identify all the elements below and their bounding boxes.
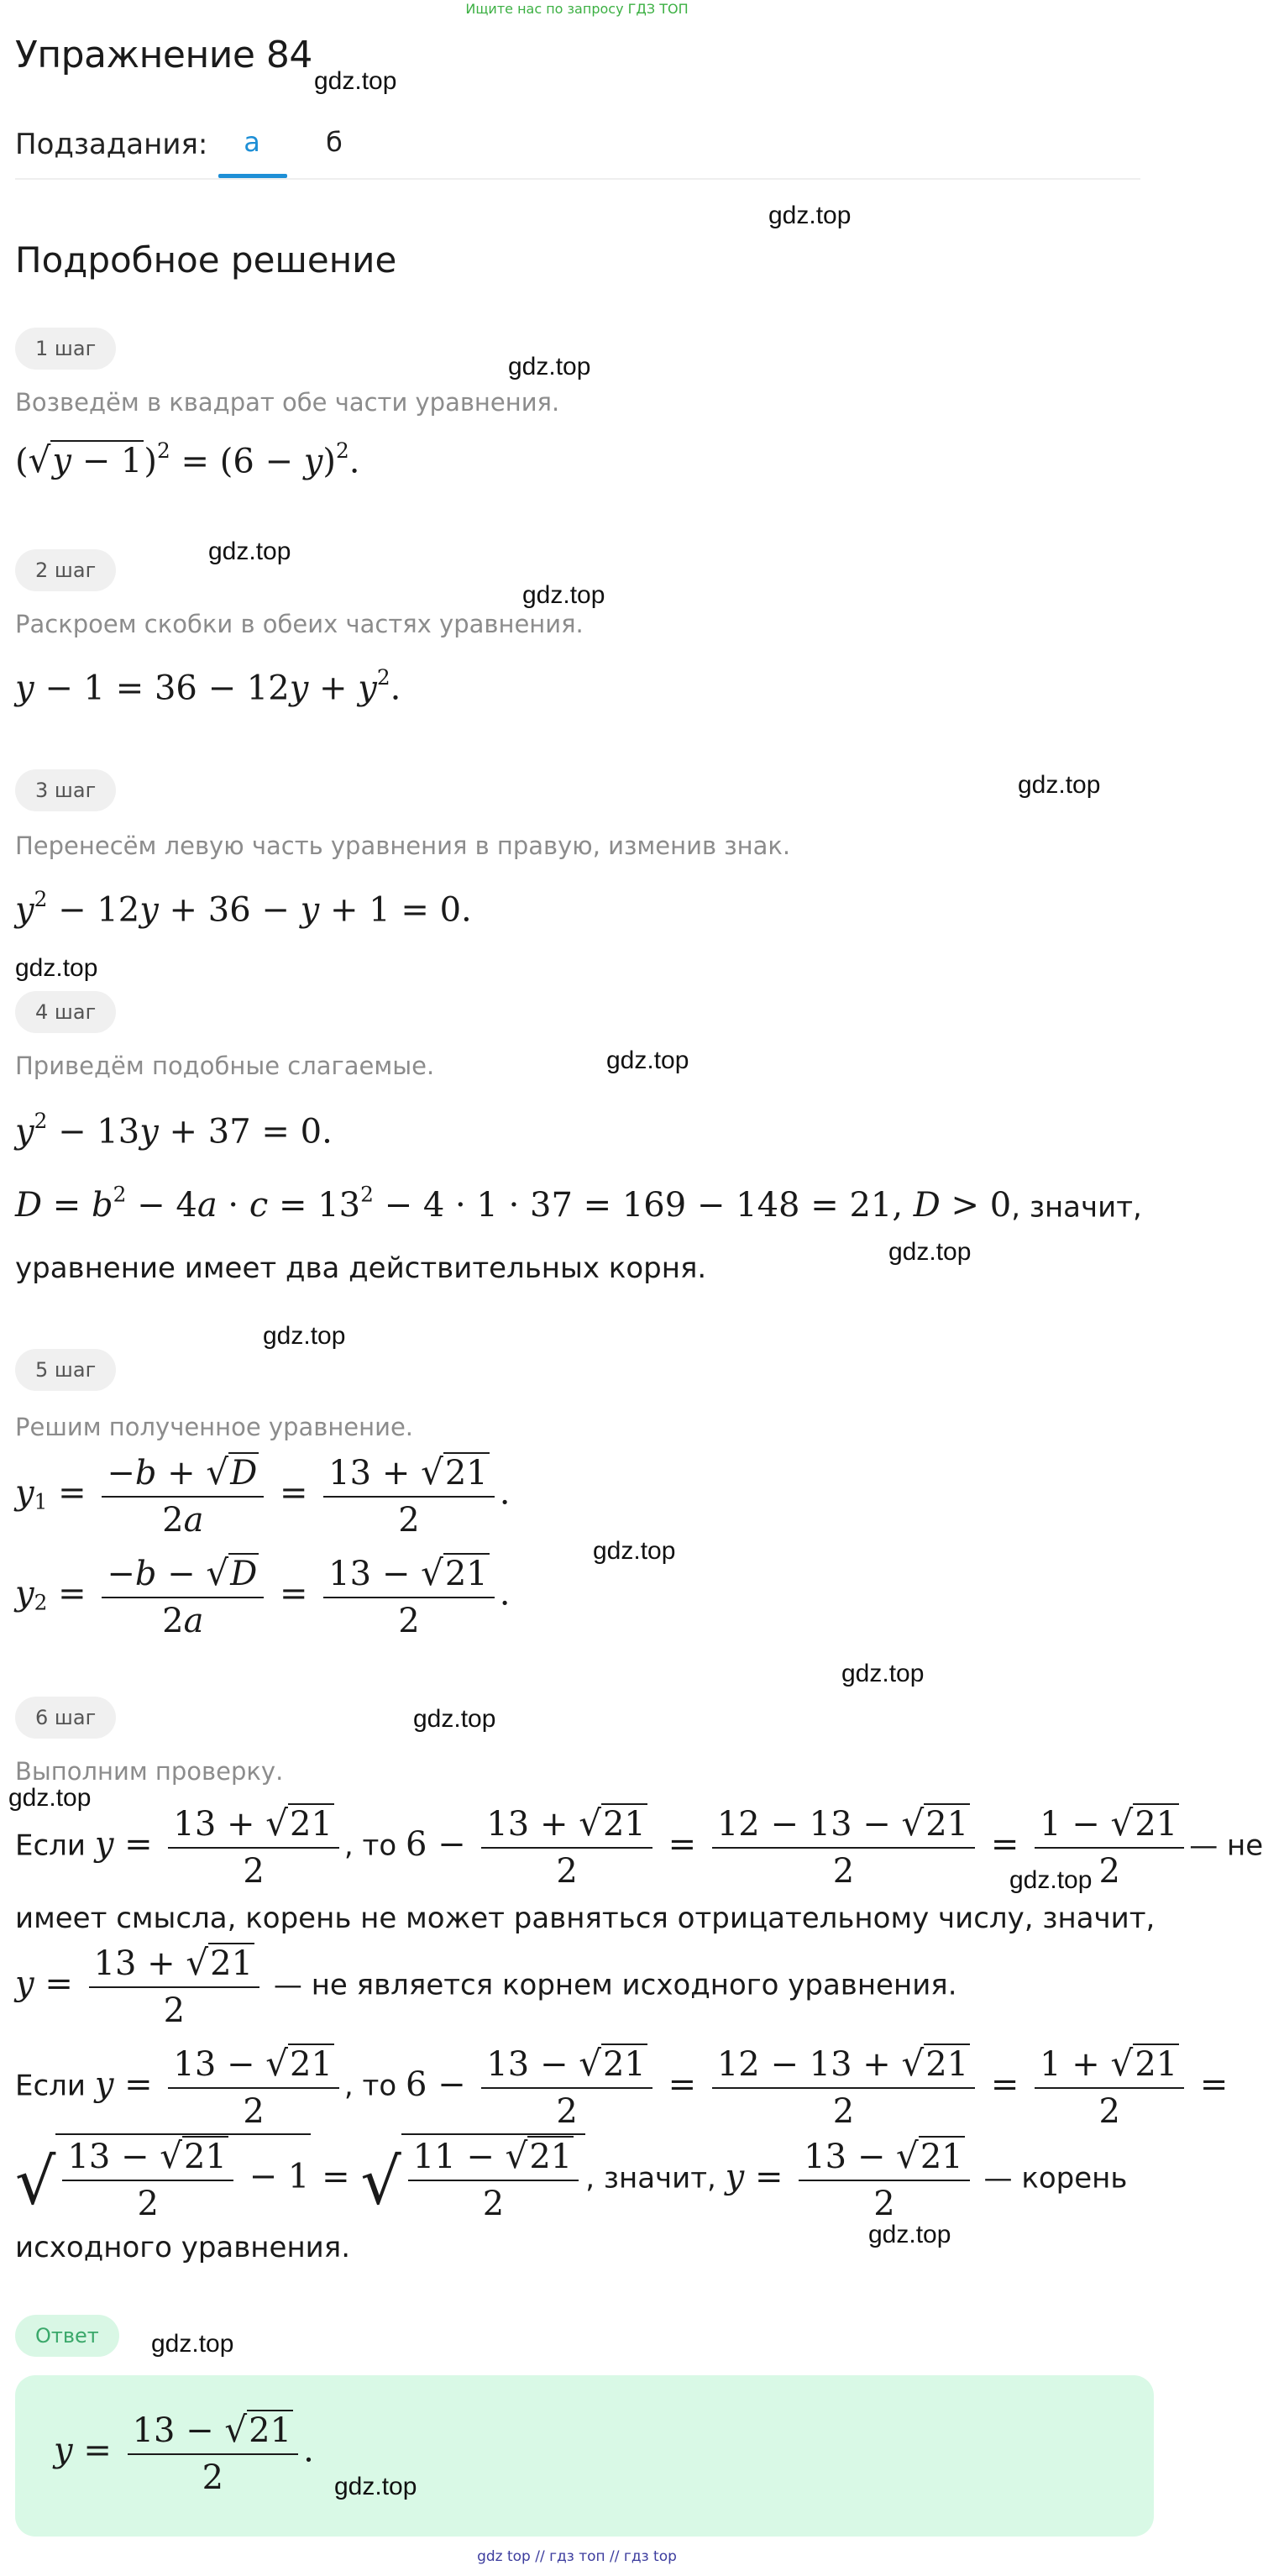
koren-text: — корень [983,2161,1128,2196]
step-3-text: Перенесём левую часть уравнения в правую, изменив знак. [15,832,791,860]
watermark: gdz.top [263,1322,346,1350]
esli-text: Если [15,1828,86,1863]
watermark: gdz.top [208,538,291,565]
not-root-line: y = $\frac{13 + √21}{2}$ — не является корнем исходного уравнения. [15,1942,957,2030]
step-3-equation: $y^2 - 12y + 36 - y + 1 = 0$. [15,887,472,930]
to-text: , то [343,2069,397,2103]
znachit-text: , значит, [1011,1190,1142,1225]
step-4-equation: $y^2 - 13y + 37 = 0$. [15,1109,333,1152]
to-text: , то [343,1828,397,1863]
ishodnogo-text: исходного уравнения. [15,2231,351,2264]
check-line-1: Если y = $\frac{13 + √21}{2}$ , то 6 − $\frac{13 + √21}{2}$ = $\frac{12 - 13 - √21}{2}$ = $\frac{1 - √21}{2}$ — не [15,1802,1263,1891]
answer-equation: y = $\frac{13 - √21}{2}$ . [54,2409,314,2497]
page-title: Упражнение 84 [15,34,312,76]
watermark: gdz.top [314,67,397,95]
watermark: gdz.top [841,1660,925,1687]
watermark: gdz.top [15,954,98,982]
root-y2-equation: $y_2$ = $\frac{-b - √D}{2a}$ = $\frac{13 - √21}{2}$ . [15,1552,511,1640]
step-1-equation: $(√y - 1)^2 = (6 - y)^2$. [15,438,360,481]
watermark: gdz.top [334,2473,417,2500]
check-line-3: √ $\frac{13 - √21}{2}$ − 1 = √ $\frac{11 - √21}{2}$ , значит, y = $\frac{13 - √21}{2}$ — корень [15,2135,1128,2223]
ne-text: — не [1189,1828,1263,1863]
watermark: gdz.top [888,1238,972,1266]
not-root-text: — не является корнем исходного уравнения. [273,1968,957,2002]
step-5-badge: 5 шаг [15,1349,116,1391]
watermark: gdz.top [413,1705,496,1733]
step-2-text: Раскроем скобки в обеих частях уравнения. [15,610,584,638]
watermark: gdz.top [508,353,591,380]
step-2-equation: $y - 1 = 36 - 12y + y^2$. [15,665,401,708]
esli-text: Если [15,2069,86,2103]
watermark: gdz.top [8,1784,92,1812]
tabs-divider [15,178,1140,180]
top-ad-text[interactable]: Ищите нас по запросу ГДЗ ТОП [465,1,689,17]
step-3-badge: 3 шаг [15,769,116,811]
subtasks-label: Подзадания: [15,128,208,161]
step-4-text: Приведём подобные слагаемые. [15,1052,435,1080]
step-1-text: Возведём в квадрат обе части уравнения. [15,388,560,417]
two-roots-text: уравнение имеет два действительных корня. [15,1251,707,1285]
watermark: gdz.top [606,1047,689,1074]
no-sense-text: имеет смысла, корень не может равняться отрицательному числу, значит, [15,1902,1156,1935]
step-5-text: Решим полученное уравнение. [15,1413,414,1441]
section-title: Подробное решение [15,239,397,281]
step-4-badge: 4 шаг [15,991,116,1033]
discriminant-line: $D = b^2 - 4a \cdot c = 13^2 - 4 \cdot 1 \cdot 37 = 169 - 148 = 21$, D > 0, значит, [15,1183,1142,1225]
watermark: gdz.top [593,1537,676,1565]
watermark: gdz.top [768,202,852,229]
watermark: gdz.top [1009,1866,1093,1894]
tab-b[interactable]: б [326,126,343,158]
tab-a[interactable]: а [244,126,260,158]
root-y1-equation: $y_1$ = $\frac{-b + √D}{2a}$ = $\frac{13 + √21}{2}$ . [15,1451,511,1540]
znachit-text: , значит, [585,2161,716,2196]
watermark: gdz.top [1018,771,1101,799]
check-line-2: Если y = $\frac{13 - √21}{2}$ , то 6 − $\frac{13 - √21}{2}$ = $\frac{12 - 13 + √21}{2}$ = $\frac{1 + √21}{2}$ = [15,2043,1229,2131]
answer-badge: Ответ [15,2315,119,2357]
step-6-text: Выполним проверку. [15,1757,284,1786]
footer-links[interactable]: gdz top // гдз топ // гдз top [477,2548,677,2565]
watermark: gdz.top [151,2330,234,2358]
watermark: gdz.top [522,581,605,609]
step-2-badge: 2 шаг [15,549,116,591]
step-6-badge: 6 шаг [15,1697,116,1739]
watermark: gdz.top [868,2221,951,2248]
step-1-badge: 1 шаг [15,328,116,370]
